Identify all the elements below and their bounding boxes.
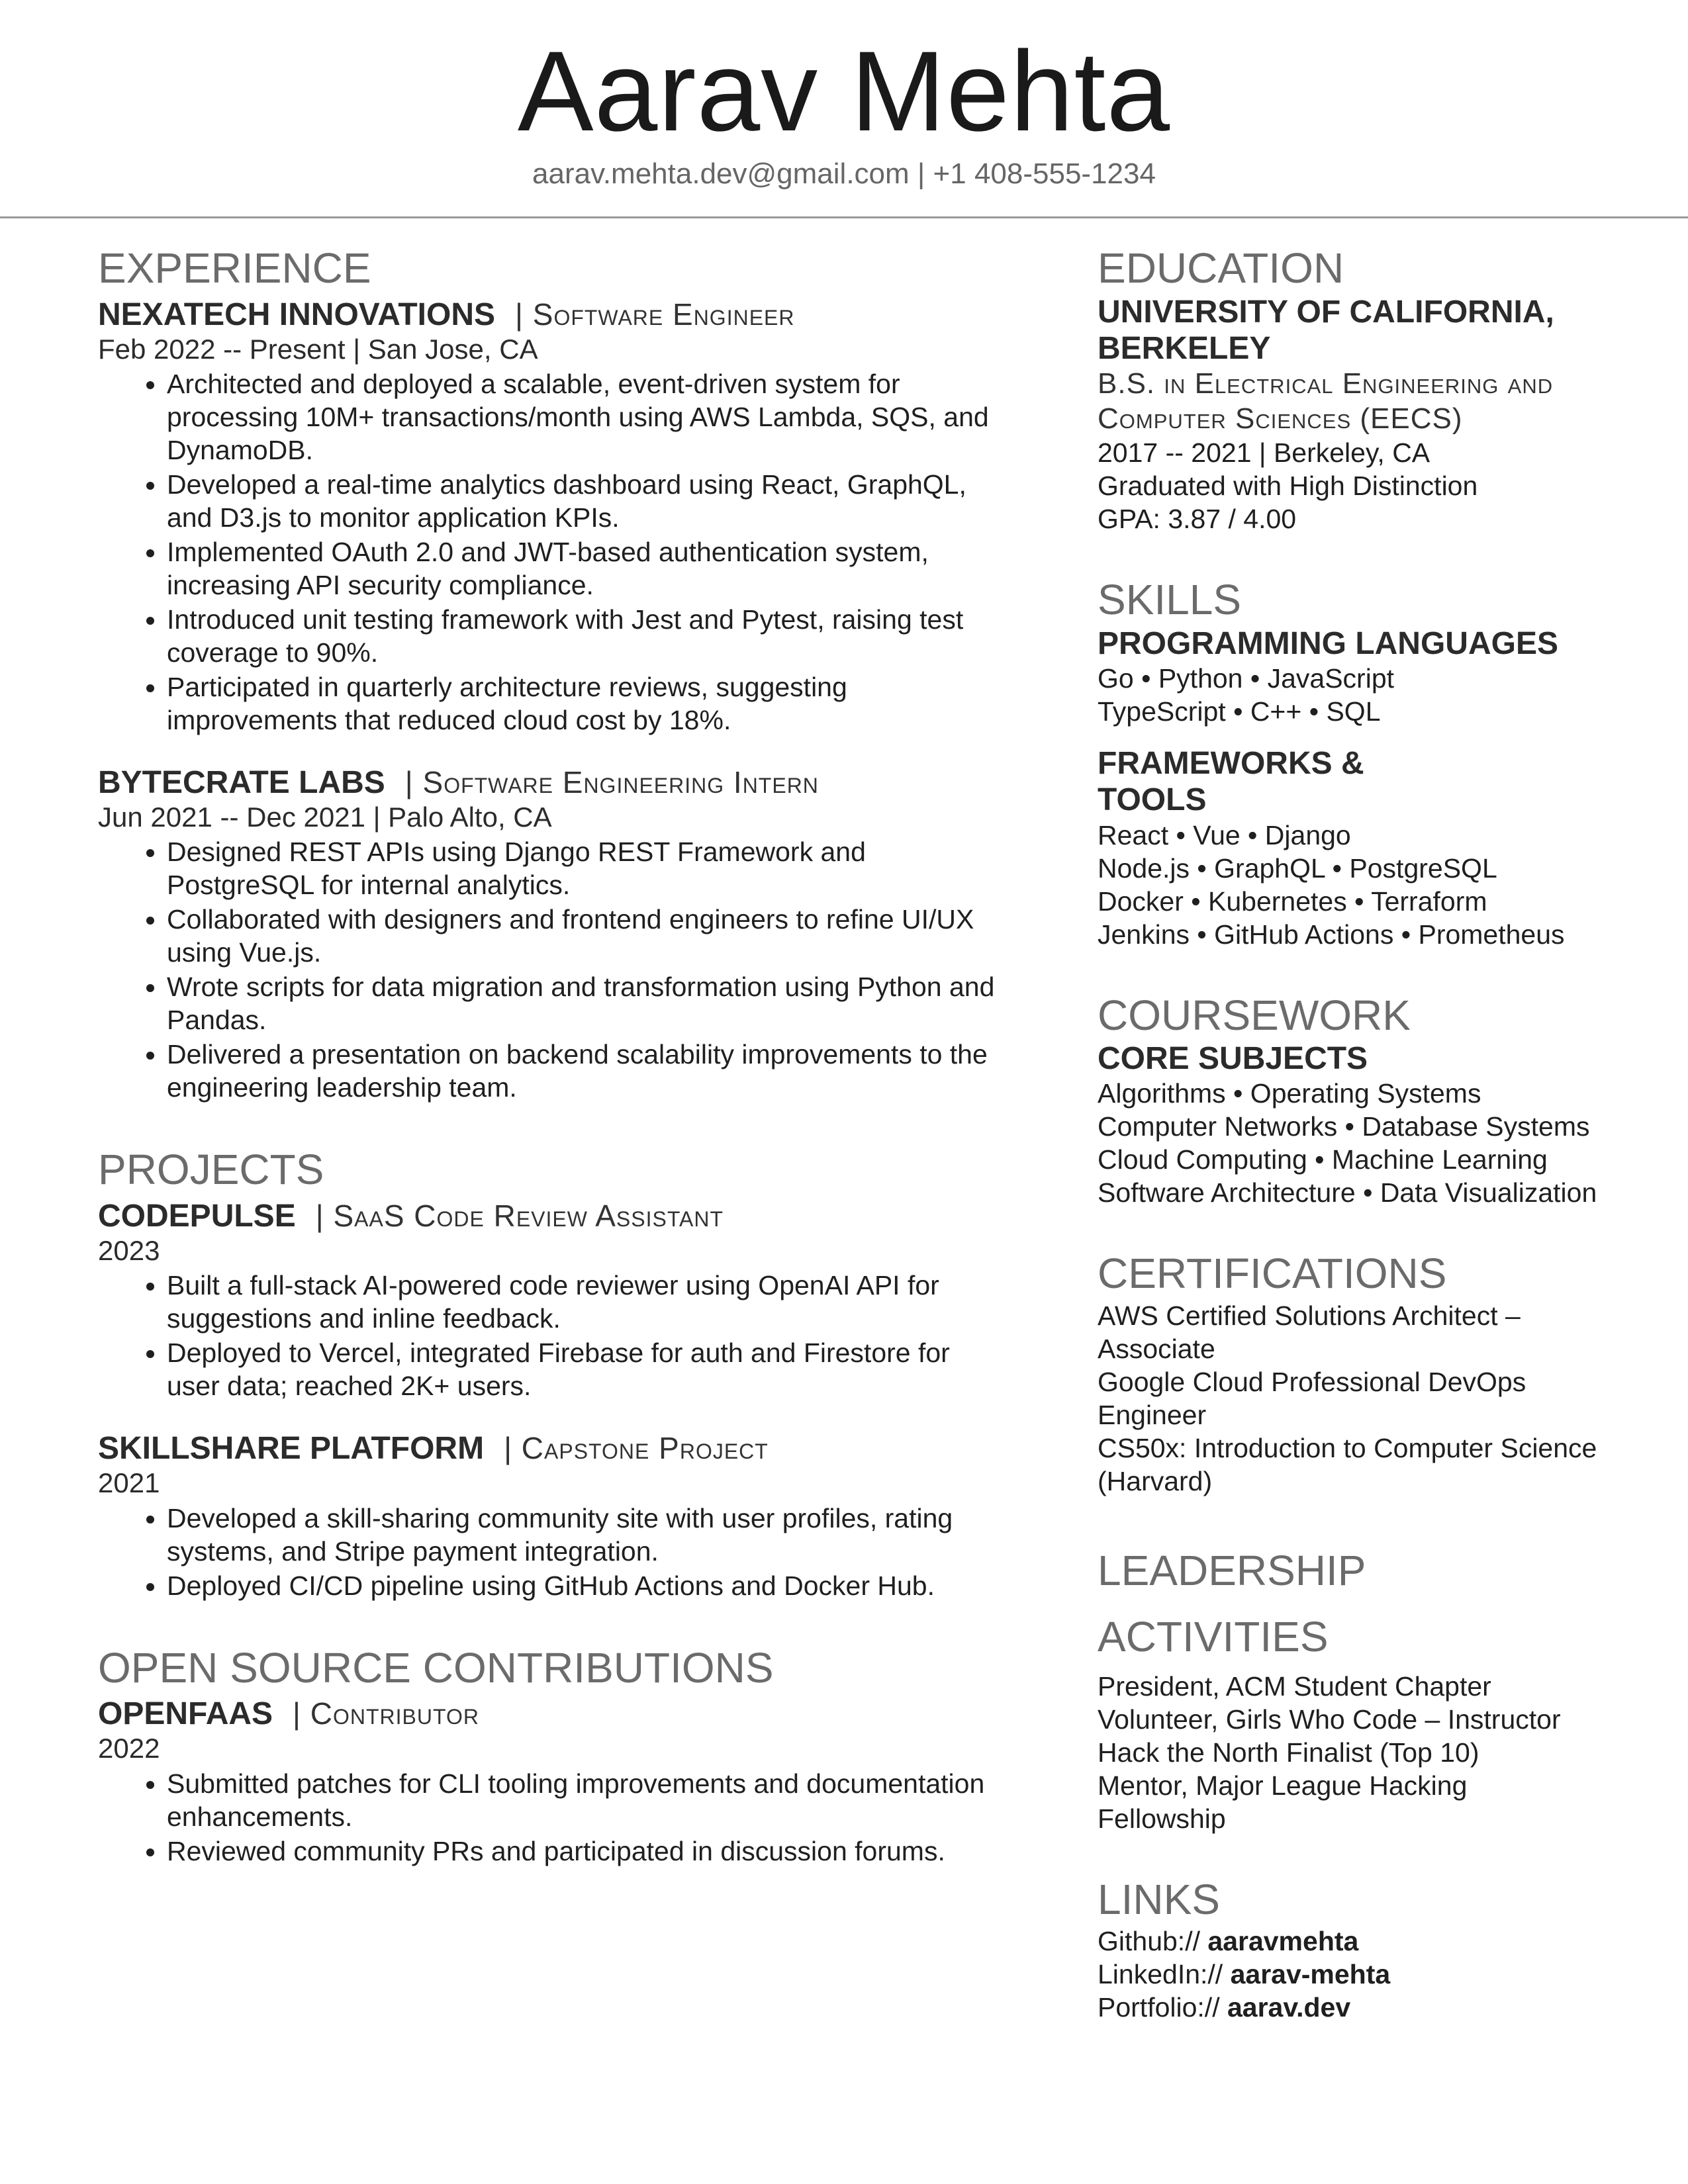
section-title-leadership: LEADERSHIP ACTIVITIES — [1098, 1546, 1366, 1661]
header-divider — [0, 216, 1688, 218]
link-value[interactable]: aarav-mehta — [1230, 1959, 1391, 1990]
link-github[interactable] — [1098, 1925, 1601, 1958]
section-title-coursework: COURSEWORK — [1098, 991, 1411, 1039]
bullet-item: • Implemented OAuth 2.0 and JWT-based authentication system, increasing API security compliance. — [167, 535, 1005, 602]
section-title-certifications: CERTIFICATIONS — [1098, 1250, 1447, 1298]
link-label: Portfolio:// — [1098, 1992, 1220, 2023]
leadership-item: Volunteer, Girls Who Code – Instructor — [1098, 1704, 1561, 1735]
link-value[interactable]: aarav.dev — [1227, 1992, 1351, 2023]
project-date: 2021 — [98, 1467, 160, 1499]
bullet-list — [98, 1502, 1005, 1602]
bullet-item: • Deployed CI/CD pipeline using GitHub Actions and Docker Hub. — [167, 1569, 1005, 1602]
degree: B.S. in Electrical Engineering and Computer Sciences (EECS) — [1098, 367, 1554, 435]
bullet-item: • Deployed to Vercel, integrated Firebase for auth and Firestore for user data; reached 2K+ users. — [167, 1336, 1005, 1402]
bullet-item: • Developed a skill-sharing community site with user profiles, rating systems, and Stripe payment integration. — [167, 1502, 1005, 1568]
link-label: Github:// — [1098, 1926, 1200, 1957]
job-dates: Feb 2022 -- Present | San Jose, CA — [98, 333, 538, 365]
job-role: | Software Engineering Intern — [404, 764, 819, 799]
bullet-item: • Wrote scripts for data migration and transformation using Python and Pandas. — [167, 970, 1005, 1036]
project-entry — [98, 1430, 1005, 1602]
certification-item: Google Cloud Professional DevOps Engineer — [1098, 1366, 1526, 1430]
candidate-name: Aarav Mehta — [517, 28, 1171, 155]
section-title-links: LINKS — [1098, 1875, 1220, 1923]
skill-line: React • Vue • Django — [1098, 819, 1351, 850]
company-name: NEXATECH INNOVATIONS — [98, 296, 496, 332]
project-role: | Capstone Project — [504, 1431, 769, 1466]
honors: Graduated with High Distinction — [1098, 471, 1478, 502]
coursework-list: Algorithms • Operating Systems Computer Networks • Database Systems Cloud Computing • Machine Learning Software Architecture • Data Visualization — [1098, 1078, 1597, 1208]
bullet-item: • Developed a real-time analytics dashboard using React, GraphQL, and D3.js to monitor application KPIs. — [167, 468, 1005, 534]
bullet-item: • Participated in quarterly architecture reviews, suggesting improvements that reduced cloud cost by 18%. — [167, 670, 1005, 737]
certification-item: AWS Certified Solutions Architect – Associate — [1098, 1300, 1521, 1364]
link-label: LinkedIn:// — [1098, 1959, 1223, 1990]
left-column — [98, 244, 1005, 1869]
bullet-item: • Architected and deployed a scalable, event-driven system for processing 10M+ transactions/month using AWS Lambda, SQS, and DynamoDB. — [167, 367, 1005, 467]
contact-line: aarav.mehta.dev@gmail.com | +1 408-555-1234 — [532, 158, 1156, 190]
bullet-list — [98, 1269, 1005, 1402]
certification-item: CS50x: Introduction to Computer Science (Harvard) — [1098, 1432, 1597, 1496]
project-date: 2022 — [98, 1733, 160, 1764]
company-name: BYTECRATE LABS — [98, 764, 385, 800]
skill-group-title: PROGRAMMING LANGUAGES — [1098, 626, 1558, 661]
bullet-item: • Built a full-stack AI-powered code reviewer using OpenAI API for suggestions and inline feedback. — [167, 1269, 1005, 1335]
bullet-list — [98, 1767, 1005, 1868]
leadership-item: Hack the North Finalist (Top 10) — [1098, 1737, 1479, 1768]
skill-line: Jenkins • GitHub Actions • Prometheus — [1098, 919, 1565, 950]
bullet-item: • Introduced unit testing framework with Jest and Pytest, raising test coverage to 90%. — [167, 603, 1005, 669]
project-name: OPENFAAS — [98, 1696, 273, 1732]
coursework-subtitle: CORE SUBJECTS — [1098, 1041, 1368, 1077]
skill-line: Docker • Kubernetes • Terraform — [1098, 886, 1487, 917]
gpa: GPA: 3.87 / 4.00 — [1098, 504, 1297, 535]
section-title-projects: PROJECTS — [98, 1146, 324, 1194]
skill-line: Go • Python • JavaScript — [1098, 663, 1395, 694]
job-dates: Jun 2021 -- Dec 2021 | Palo Alto, CA — [98, 801, 552, 833]
skill-group-title: FRAMEWORKS & TOOLS — [1098, 746, 1364, 818]
leadership-item: Mentor, Major League Hacking Fellowship — [1098, 1770, 1468, 1834]
link-linkedin[interactable] — [1098, 1958, 1601, 1991]
section-title-open-source: OPEN SOURCE CONTRIBUTIONS — [98, 1643, 774, 1692]
project-name: SKILLSHARE PLATFORM — [98, 1431, 485, 1467]
project-name: CODEPULSE — [98, 1198, 296, 1234]
bullet-list — [98, 835, 1005, 1104]
school-name: UNIVERSITY OF CALIFORNIA, BERKELEY — [1098, 294, 1554, 366]
bullet-item: • Collaborated with designers and frontend engineers to refine UI/UX using Vue.js. — [167, 903, 1005, 969]
skill-line: TypeScript • C++ • SQL — [1098, 696, 1381, 727]
job-role: | Software Engineer — [515, 296, 795, 332]
education-dates: 2017 -- 2021 | Berkeley, CA — [1098, 437, 1430, 469]
link-portfolio[interactable] — [1098, 1991, 1601, 2024]
experience-entry — [98, 296, 1005, 737]
bullet-list — [98, 367, 1005, 737]
project-role: | Contributor — [293, 1696, 479, 1731]
section-title-education: EDUCATION — [1098, 244, 1344, 292]
section-title-experience: EXPERIENCE — [98, 244, 371, 292]
bullet-item: • Submitted patches for CLI tooling improvements and documentation enhancements. — [167, 1767, 1005, 1833]
skill-line: Node.js • GraphQL • PostgreSQL — [1098, 852, 1497, 884]
bullet-item: • Designed REST APIs using Django REST Framework and PostgreSQL for internal analytics. — [167, 835, 1005, 901]
experience-entry — [98, 764, 1005, 1104]
bullet-item: • Reviewed community PRs and participated in discussion forums. — [167, 1835, 1005, 1868]
bullet-item: • Delivered a presentation on backend scalability improvements to the engineering leadership team. — [167, 1038, 1005, 1104]
open-source-entry — [98, 1696, 1005, 1867]
project-entry — [98, 1198, 1005, 1402]
right-column — [1098, 244, 1601, 2024]
link-value[interactable]: aaravmehta — [1207, 1926, 1359, 1957]
leadership-item: President, ACM Student Chapter — [1098, 1670, 1491, 1702]
project-date: 2023 — [98, 1234, 160, 1266]
section-title-skills: SKILLS — [1098, 576, 1242, 624]
project-role: | SaaS Code Review Assistant — [315, 1198, 724, 1233]
